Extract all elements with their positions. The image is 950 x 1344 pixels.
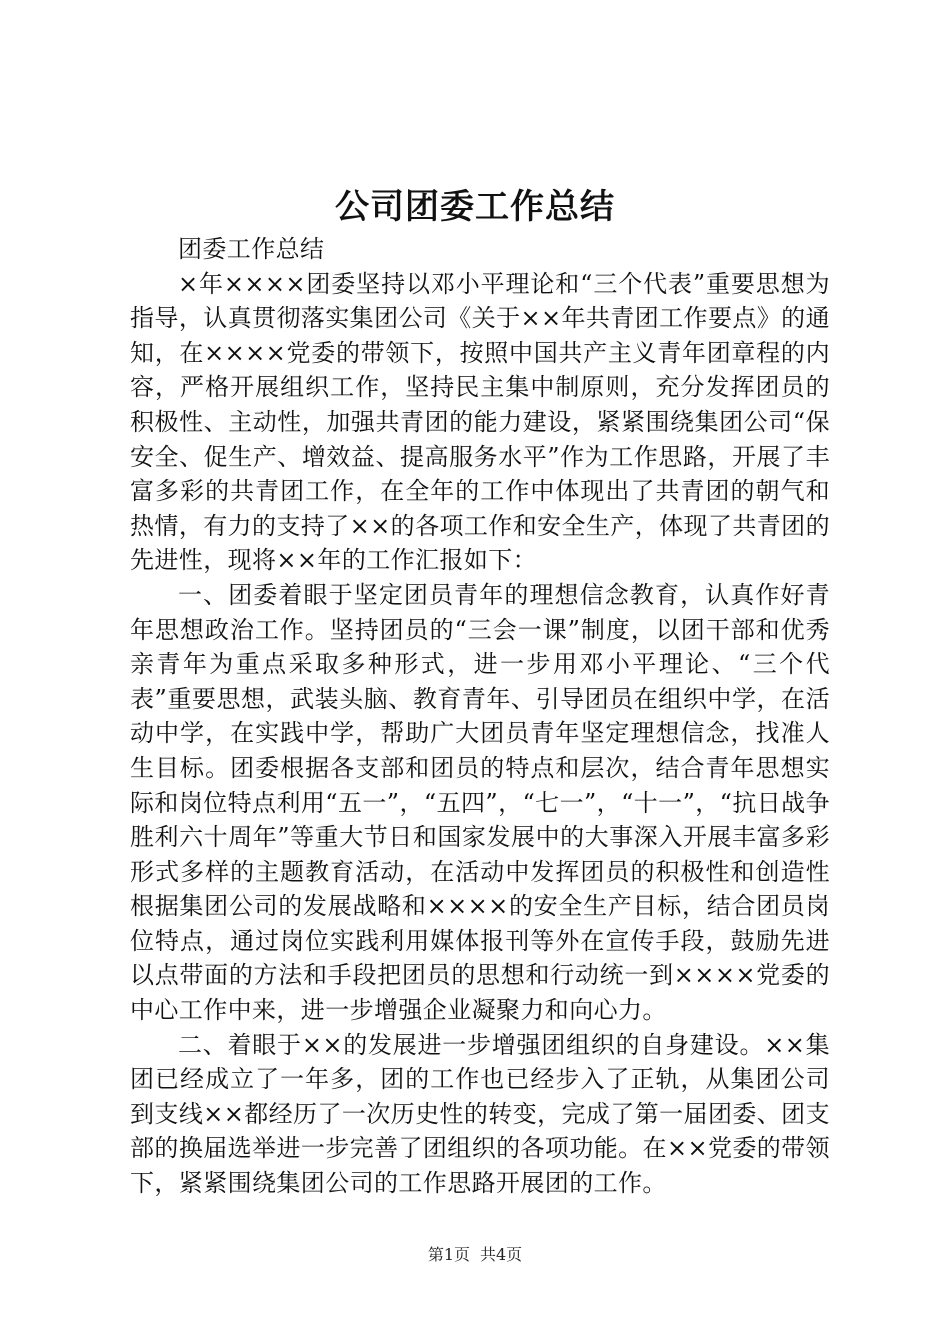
page-footer	[0, 1244, 950, 1266]
paragraph-intro: ×年××××团委坚持以邓小平理论和“三个代表”重要思想为指导，认真贯彻落实集团公司《关于××年共青团工作要点》的通知，在××××党委的带领下，按照中国共产主义青年团章程的内容，严格开展组织工作，坚持民主集中制原则，充分发挥团员的积极性、主动性，加强共青团的能力建设，紧紧围绕集团公司“保安全、促生产、增效益、提高服务水平”作为工作思路，开展了丰富多彩的共青团工作，在全年的工作中体现出了共青团的朝气和热情，有力的支持了××的各项工作和安全生产，体现了共青团的先进性，现将××年的工作汇报如下：	[130, 269, 830, 575]
document-body	[130, 232, 830, 1201]
document-title: 公司团委工作总结	[335, 187, 615, 227]
document-subtitle: 团委工作总结	[178, 235, 325, 263]
paragraph-section-two: 二、着眼于××的发展进一步增强团组织的自身建设。××集团已经成立了一年多，团的工作也已经步入了正轨，从集团公司到支线××都经历了一次历史性的转变，完成了第一届团委、团支部的换届选举进一步完善了团组织的各项功能。在××党委的带领下，紧紧围绕集团公司的工作思路开展团的工作。	[130, 1030, 830, 1198]
page-number: 第1页	[427, 1245, 470, 1264]
paragraph-section-one: 一、团委着眼于坚定团员青年的理想信念教育，认真作好青年思想政治工作。坚持团员的“三会一课”制度，以团干部和优秀亲青年为重点采取多种形式，进一步用邓小平理论、“三个代表”重要思想，武装头脑、教育青年、引导团员在组织中学，在活动中学，在实践中学，帮助广大团员青年坚定理想信念，找准人生目标。团委根据各支部和团员的特点和层次，结合青年思想实际和岗位特点利用“五一”，“五四”，“七一”，“十一”，“抗日战争胜利六十周年”等重大节日和国家发展中的大事深入开展丰富多彩形式多样的主题教育活动，在活动中发挥团员的积极性和创造性根据集团公司的发展战略和××××的安全生产目标，结合团员岗位特点，通过岗位实践利用媒体报刊等外在宣传手段，鼓励先进以点带面的方法和手段把团员的思想和行动统一到××××党委的中心工作中来，进一步增强企业凝聚力和向心力。	[130, 580, 830, 1025]
page-total: 共4页	[480, 1245, 523, 1264]
